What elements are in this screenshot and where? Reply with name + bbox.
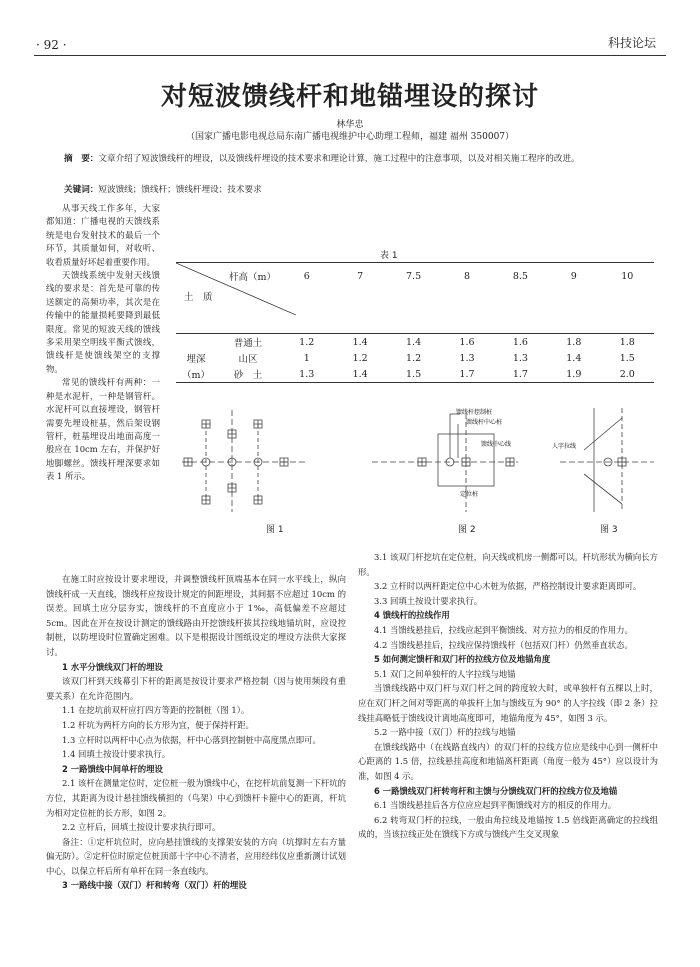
value-cell: 1.8	[566, 336, 582, 348]
paragraph: 2.2 立杆后，回填土按设计要求执行即可。	[62, 822, 221, 833]
corner-height-label: 杆高（m）	[228, 272, 276, 283]
header-rule	[34, 55, 666, 56]
paragraph: 3.2 立杆时以两杆距定位中心木桩为依据，严格控制设计要求距离即可。	[374, 581, 642, 592]
paragraph: 天馈线系统中发射天线馈线的要求是：首先是可靠的传送额定的高频功率，其次是在传输中的能量损耗要降到最低限度。常见的短波天线的馈线多采用架空明线平衡式馈线，馈线杆是使馈线架空的支撑物。	[46, 270, 160, 374]
figure-2-drawing	[372, 414, 518, 512]
value-cell: 1.4	[352, 368, 368, 380]
section-heading: 5 如何测定馈杆和双门杆的拉线方位及地锚角度	[374, 654, 551, 665]
affiliation: （国家广播电影电视总局东南广播电视维护中心助理工程师，福建 福州 350007）	[185, 132, 515, 142]
height-cell: 8.5	[512, 270, 528, 282]
value-cell: 1	[303, 352, 310, 364]
section-heading: 3 一路线中接（双门）杆和转弯（双门）杆的埋设	[62, 880, 247, 891]
value-cell: 1.7	[459, 368, 475, 380]
value-cell: 1.3	[512, 352, 528, 364]
value-cell: 1.2	[352, 352, 368, 364]
paragraph: 在施工时应按设计要求埋设，并调整馈线杆顶端基本在同一水平线上，纵向馈线杆成一天直线，馈线杆应按设计规定的间距埋设，其间据不应超过 10cm 的误差。回填土应分层夯实，馈线杆的不直度应小于 1‰，高低偏差不应超过 5cm。因此在开在按设计测定的馈线路由开挖馈线杆拔其拉线地锚坑时，应设控制桩，以防埋设时位置确定困难。以下是根据设计图纸设定的埋设方法供大家探讨。	[46, 574, 346, 657]
soil-cell: 砂 土	[233, 370, 263, 381]
paragraph: 5.2 一路中接（双门）杆的拉线与地锚	[374, 727, 516, 738]
section-heading: 2 一路馈线中间单杆的埋设	[62, 763, 163, 774]
row-group-label: 埋深	[186, 354, 206, 365]
value-cell: 1.5	[406, 368, 422, 380]
paragraph: 3.3 回填土按设计要求执行。	[374, 595, 483, 606]
right-column	[358, 550, 658, 842]
left-column	[46, 572, 346, 893]
paragraph: 1.1 在挖坑前双杆应打四方等距的控制桩（图 1）。	[62, 705, 250, 716]
row-group-label	[176, 334, 216, 351]
value-cell: 1.8	[619, 336, 635, 348]
figure-3-drawing	[560, 408, 654, 512]
row-group-label: （m）	[181, 370, 210, 381]
paragraph: 4.2 当馈线悬挂后，拉线应保持馈线杆（包括双门杆）仍然垂直状态。	[374, 639, 633, 650]
soil-cell: 山区	[238, 354, 258, 365]
paragraph: 1.2 杆坑为两杆方向的长方形为宜，便于保持杆距。	[62, 719, 254, 730]
paragraph: 3.1 该双门杆挖坑在定位桩，向天线或机房一侧都可以。杆坑形状为横向长方形。	[358, 552, 658, 577]
height-cell: 9	[570, 270, 577, 282]
value-cell: 1.5	[619, 352, 635, 364]
paragraph: 4.1 当馈线悬挂后，拉线应起到平衡馈线、对方拉力的相反的作用力。	[374, 624, 633, 635]
paragraph: 1.3 立杆时以两杆中心点为依据，杆中心落到控制桩中高度黑点即可。	[62, 734, 321, 745]
paragraph: 当馈线线路中双门杆与双门杆之间的跨度较大时，或单独杆有五棵以上时，应在双门杆之间对等距离的单拔杆上加与馈线互为 90° 的人字拉线（即 2 条）拉线挂高略低于馈线设计离地高度即可，地锚角度为 45°，如图 3 示。	[358, 683, 658, 723]
corner-soil-label: 土 质	[184, 292, 213, 303]
value-cell: 1.3	[459, 352, 475, 364]
paragraph: 2.1 该杆在测量定位时，定位桩一般为馈线中心，在挖杆坑前复测一下杆坑的方位，其距离为设计悬挂馈线横担的（鸟架）中心到馈杆卡箍中心的距离，杆坑为相对定位桩的长方形，如图 2。	[46, 778, 346, 818]
paragraph: 6.2 转弯双门杆的拉线，一般由角拉线及地锚按 1.5 倍线距离确定的拉线组成的，当该拉线正处在馈线下方或与馈线产生交叉现象	[358, 814, 658, 840]
abstract	[46, 152, 660, 167]
paragraph: 1.4 回填土按设计要求执行。	[62, 749, 171, 760]
section-heading: 1 水平分馈线双门杆的埋设	[62, 661, 163, 672]
paragraph: 常见的馈线杆有两种：一种是水泥杆，一种是钢管杆。水泥杆可以直接埋设，钢管杆需要先埋设桩基，然后架设钢管杆，桩基埋设出地面高度一般应在 10cm 左右，并保护好地脚螺丝。馈线杆埋深要求如表 1 所示。	[46, 377, 160, 482]
paragraph: 5.1 双门之间单独杆的人字拉线与地锚	[374, 668, 516, 679]
author: 林华忠	[336, 120, 364, 130]
figure-1-drawing	[182, 410, 306, 512]
burial-depth-table	[176, 262, 654, 383]
paragraph: 6.1 当馈线悬挂后各方位应应起到平衡馈线对方的相反的作用力。	[374, 800, 617, 811]
article-title: 对短波馈线杆和地锚埋设的探讨	[160, 82, 539, 112]
value-cell: 1.9	[566, 368, 582, 380]
value-cell: 1.3	[299, 368, 315, 380]
paragraph: 从事天线工作多年，大家都知道：广播电视的天馈线系统是电台发射技术的最后一个环节，其质量如何，对收听、收看质量好坏起着重要作用。	[46, 203, 160, 267]
keywords-text: 短波馈线；馈线杆；馈线杆埋设；技术要求	[98, 185, 262, 195]
value-cell: 1.4	[406, 336, 422, 348]
paragraph: 备注：①定杆坑位时，应向悬挂馈线的支撑架安装的方向（坑撑时左右方量偏无防）。②定杆位时原定位桩顶部十字中心不清者，应用经纬仪应重新测计试划中心，以保立杆后所有单杆在同一条直线内。	[46, 836, 346, 876]
table-caption: 表 1	[380, 251, 398, 261]
height-cell: 7.5	[406, 270, 422, 282]
value-cell: 1.4	[566, 352, 582, 364]
figures-1-3	[176, 400, 666, 518]
fig3-label: 人字拉线	[552, 443, 577, 450]
height-cell: 7	[357, 270, 364, 282]
paragraph: 该双门杆到天线幕引下杆的距离是按设计要求严格控制（因与使用频段有重要关系）在允许范围内。	[46, 676, 346, 701]
soil-cell: 普通土	[233, 338, 263, 349]
value-cell: 1.2	[406, 352, 422, 364]
section-heading: 6 一路馈线双门杆转弯杆和主馈与分馈线双门杆的拉线方位及地锚	[374, 785, 618, 796]
fig2-caption: 图 2	[458, 525, 476, 535]
page-number: · 92 ·	[36, 38, 67, 52]
value-cell: 1.4	[352, 336, 368, 348]
table-corner	[176, 263, 280, 290]
fig2-label-side: 馈线中心线	[481, 441, 512, 448]
value-cell: 2.0	[619, 368, 635, 380]
fig1-caption: 图 1	[266, 525, 284, 535]
section-heading: 4 馈线杆的拉线作用	[374, 610, 450, 621]
height-cell: 8	[463, 270, 470, 282]
value-cell: 1.7	[512, 368, 528, 380]
value-cell: 1.2	[299, 336, 315, 348]
fig2-label-bottom: 定位桩	[460, 491, 479, 498]
value-cell: 1.6	[459, 336, 475, 348]
height-cell: 6	[303, 270, 310, 282]
fig3-caption: 图 3	[600, 525, 618, 535]
fig2-label-top: 馈线杆控制桩	[456, 409, 493, 416]
fig2-label-mid: 馈线杆中心桩	[466, 419, 503, 426]
height-cell: 10	[621, 270, 634, 282]
section-label: 科技论坛	[607, 36, 656, 50]
value-cell: 1.6	[512, 336, 528, 348]
abstract-text: 文章介绍了短波馈线杆的埋设，以及馈线杆埋设的技术要求和理论计算，施工过程中的注意事项，以及对相关施工程序的改进。	[98, 154, 580, 164]
keywords	[64, 183, 262, 195]
intro-column	[46, 202, 160, 484]
keywords-label: 关键词：	[64, 185, 99, 195]
abstract-label: 摘 要：	[64, 154, 99, 164]
paragraph: 在馈线线路中（在线路直线内）的双门杆的拉线方位应是线中心到一侧杆中心距离的 1.5 倍，拉线悬挂高度和地锚离杆距离（角度一般为 45°）应以设计为准，如图 4 示。	[358, 741, 658, 781]
